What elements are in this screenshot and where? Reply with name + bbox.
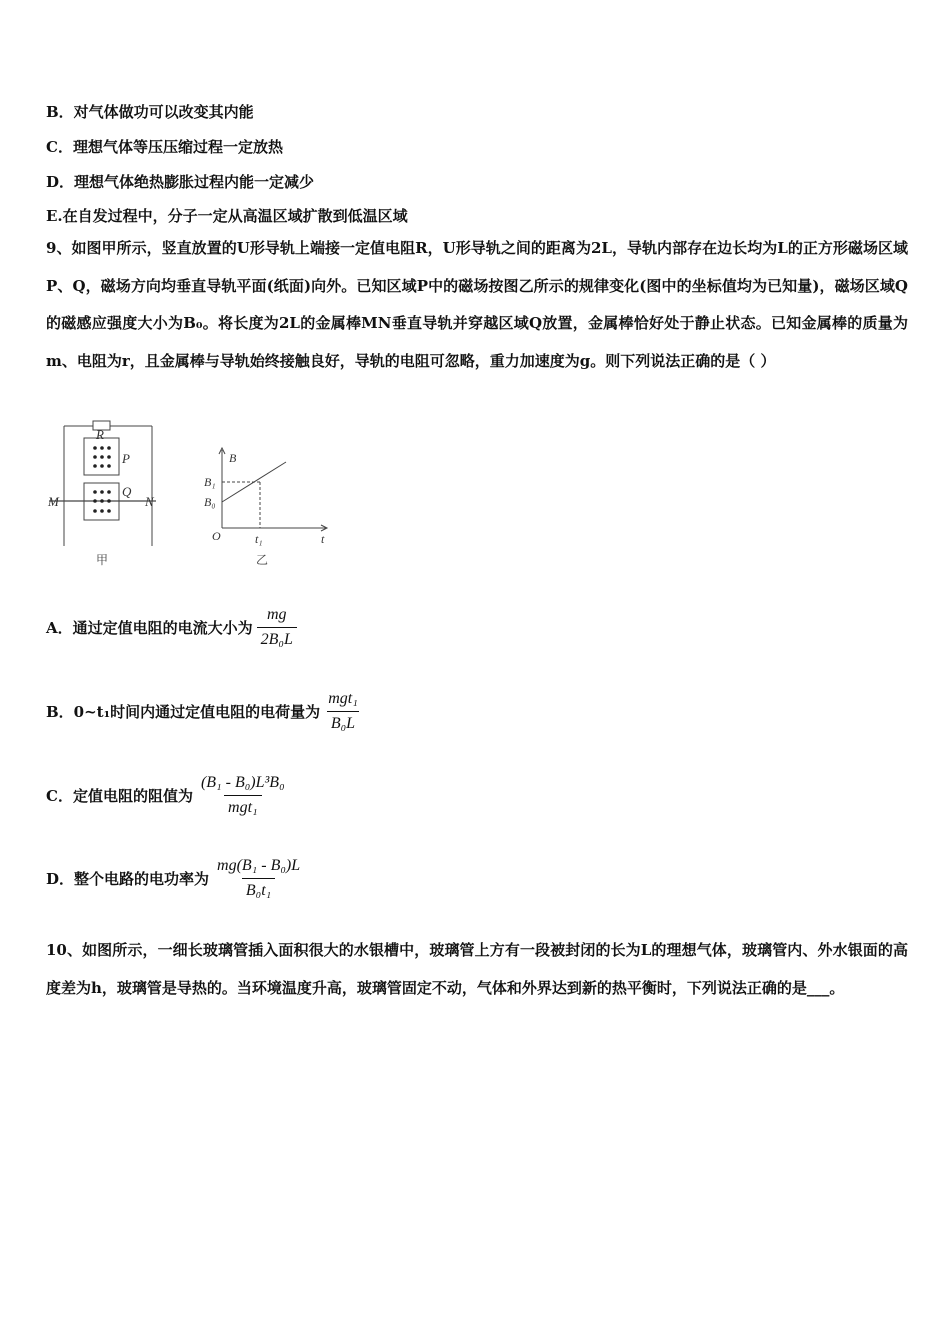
option-c-num: (B₁ - B₀)L³B₀: [200, 774, 285, 791]
option-b-den: B₀L: [327, 711, 359, 733]
option-c-fraction: [197, 774, 289, 817]
option-a-label: A．通过定值电阻的电流大小为: [46, 619, 253, 637]
label-b1: B₁: [204, 475, 216, 489]
q9-stem: 9、如图甲所示，竖直放置的U形导轨上端接一定值电阻R，U形导轨之间的距离为2L，导轨内部存在边长均为L的正方形磁场区域P、Q，磁场方向均垂直导轨平面(纸面)向外。已知区域P中的磁场按图乙所示的规律变化(图中的坐标值均为已知量)，磁场区域Q的磁感应强度大小为B₀。将长度为2L的金属棒MN垂直导轨并穿越区域Q放置，金属棒恰好处于静止状态。已知金属棒的质量为m、电阻为r，且金属棒与导轨始终接触良好，导轨的电阻可忽略，重力加速度为g。则下列说法正确的是（ ）: [46, 239, 908, 370]
label-t: t: [321, 532, 325, 546]
q9-option-b: [46, 690, 362, 733]
option-d-prev: D．理想气体绝热膨胀过程内能一定减少: [46, 173, 315, 191]
option-d-num: mg(B₁ - B₀)L: [217, 857, 301, 874]
option-d-label: D．整个电路的电功率为: [46, 870, 210, 888]
option-d-den: B₀t₁: [242, 878, 275, 900]
q10-stem: 10、如图所示，一细长玻璃管插入面积很大的水银槽中，玻璃管上方有一段被封闭的长为L的理想气体，玻璃管内、外水银面的高度差为h，玻璃管是导热的。当环境温度升高，玻璃管固定不动，气体和外界达到新的热平衡时，下列说法正确的是___。: [46, 941, 908, 997]
option-a-fraction: [257, 606, 297, 649]
option-b-prev: B．对气体做功可以改变其内能: [46, 103, 254, 121]
label-t1: t₁: [255, 532, 263, 546]
option-c-prev: C．理想气体等压压缩过程一定放热: [46, 138, 283, 156]
label-m: M: [48, 494, 59, 509]
label-p: P: [122, 451, 130, 466]
option-a-den: 2B₀L: [257, 627, 297, 649]
option-c-den: mgt₁: [224, 795, 262, 817]
figure-yi: [200, 440, 340, 570]
caption-jia: 甲: [96, 553, 109, 567]
caption-yi: 乙: [256, 553, 269, 567]
option-d-fraction: [213, 857, 304, 900]
label-q: Q: [122, 484, 132, 499]
option-c-label: C．定值电阻的阻值为: [46, 787, 193, 805]
label-o: O: [212, 529, 221, 543]
label-n: N: [145, 494, 154, 509]
label-r: R: [96, 427, 104, 442]
option-b-fraction: [324, 690, 362, 733]
q9-option-d: [46, 857, 304, 900]
label-b0: B₀: [204, 495, 216, 509]
q9-option-a: [46, 606, 297, 649]
figure-jia: [44, 418, 164, 570]
option-e-prev: E.在自发过程中，分子一定从高温区域扩散到低温区域: [46, 207, 408, 225]
option-a-num: mg: [266, 606, 287, 623]
option-b-num: mgt₁: [328, 690, 358, 707]
option-b-label: B．0~t₁时间内通过定值电阻的电荷量为: [46, 703, 321, 721]
label-b-axis: B: [229, 451, 237, 465]
q9-option-c: [46, 774, 289, 817]
